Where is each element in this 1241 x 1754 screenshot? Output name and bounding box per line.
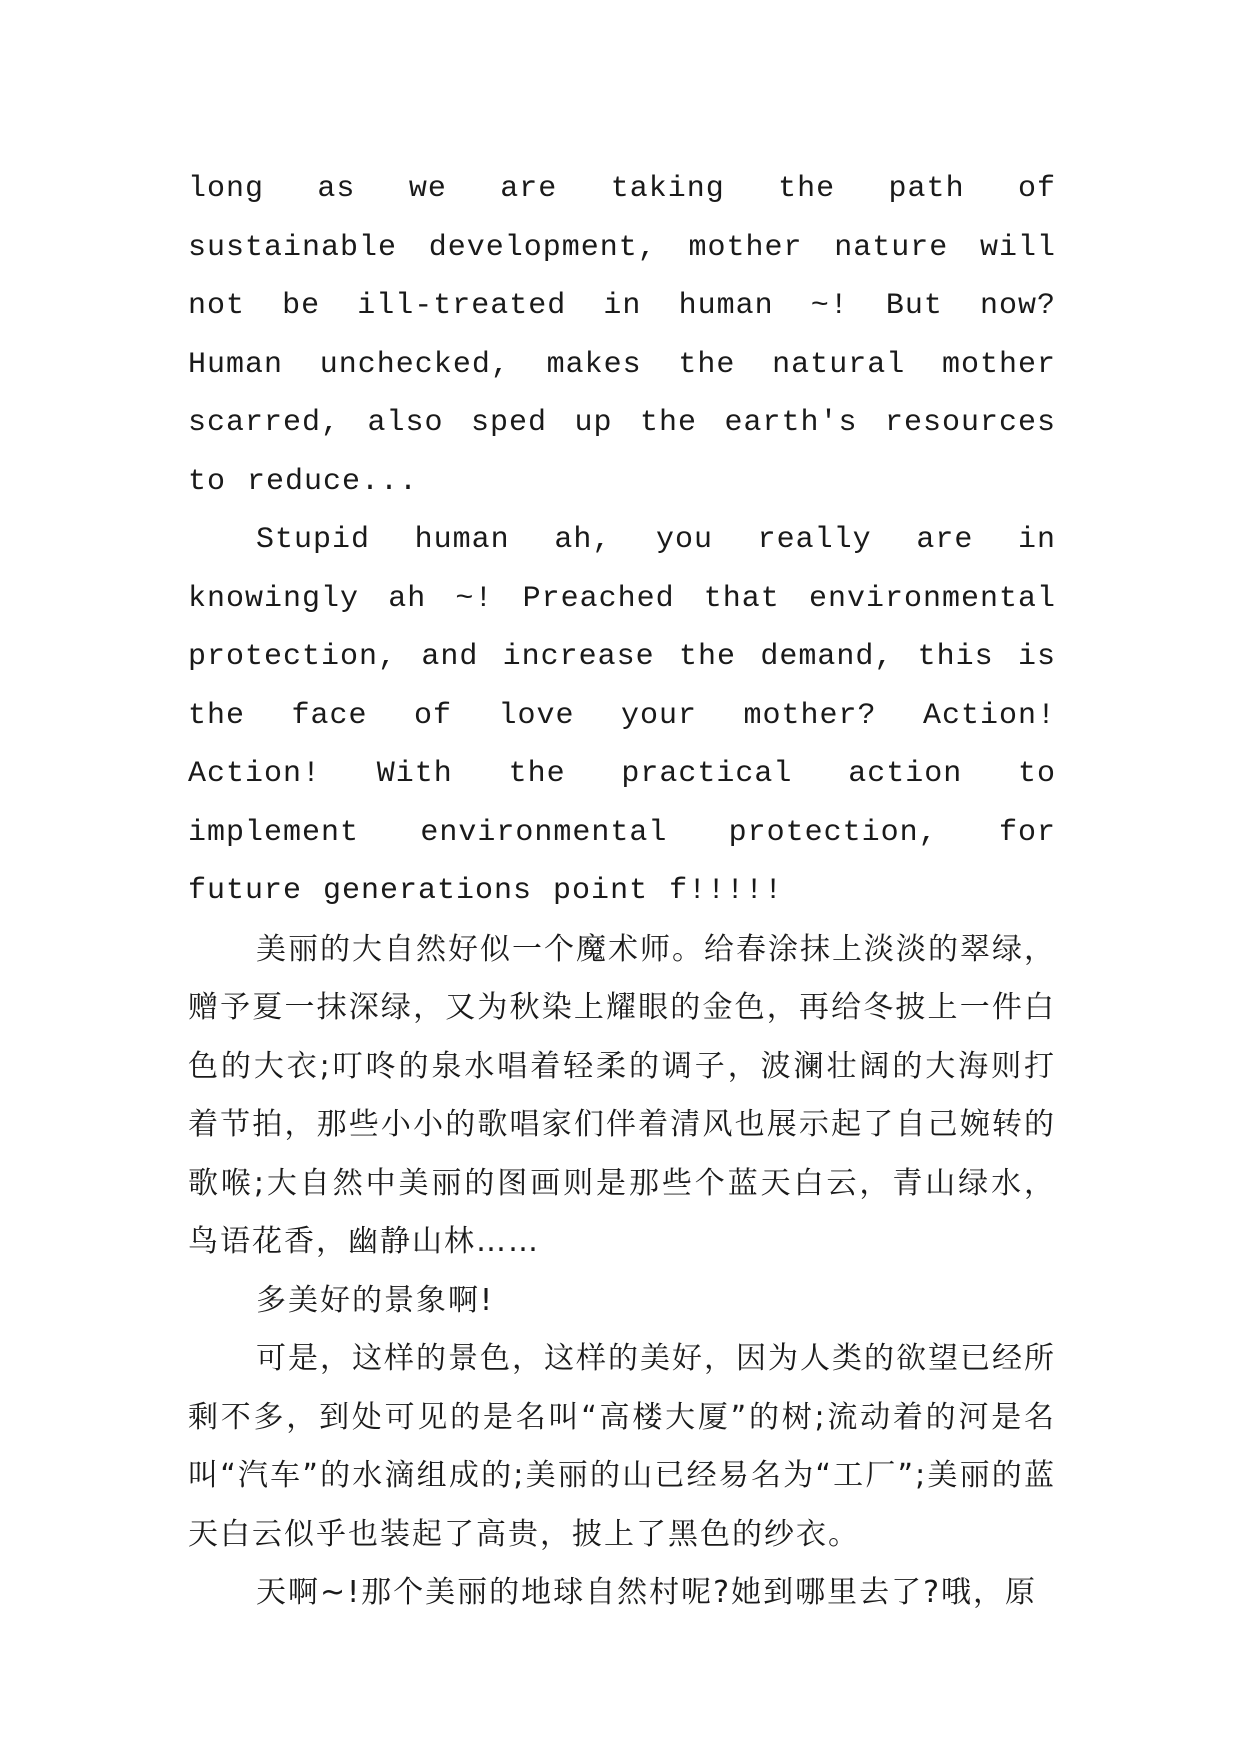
paragraph-where-is-earth: 天啊~!那个美丽的地球自然村呢?她到哪里去了?哦，原 [256, 1575, 1038, 1610]
paragraph-beautiful-nature: 美丽的大自然好似一个魔术师。给春涂抹上淡淡的翠绿，赠予夏一抹深绿，又为秋染上耀眼的金色，再给冬披上一件白色的大衣;叮咚的泉水唱着轻柔的调子，波澜壮阔的大海则打着节拍，那些小小的歌唱家们伴着清风也展示起了自己婉转的歌喉;大自然中美丽的图画则是那些个蓝天白云，青山绿水，鸟语花香，幽静山林…… [188, 931, 1056, 1259]
document-body [188, 160, 1056, 1623]
paragraph-sustainable-development: long as we are taking the path of sustainable development, mother nature will not be ill-treated in human ~! But now? Human unchecked, makes the natural mother scarred, also sped up the earth's resources to reduce... [188, 172, 1056, 499]
paragraph-human-desire: 可是，这样的景色，这样的美好，因为人类的欲望已经所剩不多，到处可见的是名叫“高楼大厦”的树;流动着的河是名叫“汽车”的水滴组成的;美丽的山已经易名为“工厂”;美丽的蓝天白云似乎也装起了高贵，披上了黑色的纱衣。 [188, 1341, 1056, 1552]
paragraph-stupid-human: Stupid human ah, you really are in knowingly ah ~! Preached that environmental protection, and increase the demand, this is the face of love your mother? Action! Action! With the practical action to implement environmental protection, for future generations point f!!!!! [188, 523, 1056, 908]
paragraph-beautiful-scene: 多美好的景象啊! [256, 1282, 495, 1318]
